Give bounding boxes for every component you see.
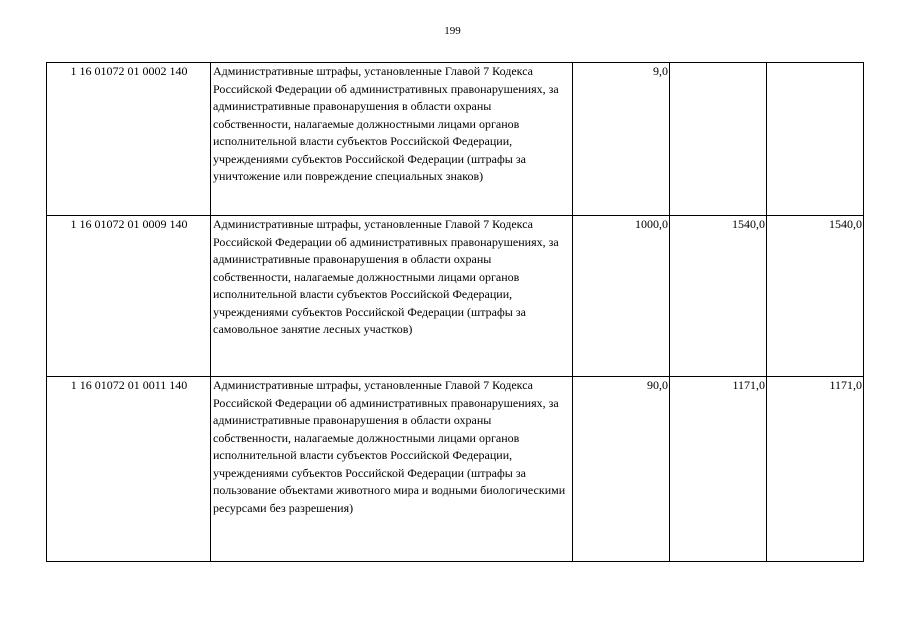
budget-code-cell: 1 16 01072 01 0009 140 (47, 216, 211, 377)
table-row (47, 63, 864, 216)
description-cell: Административные штрафы, установленные Главой 7 Кодекса Российской Федерации об административных правонарушениях, за административные правонарушения в области охраны собственности, налагаемые должностными лицами органов исполнительной власти субъектов Российской Федерации, учреждениями субъектов Российской Федерации (штрафы за самовольное занятие лесных участков) (211, 216, 573, 377)
value-3-cell: 1171,0 (767, 377, 864, 562)
value-2-cell: 1540,0 (670, 216, 767, 377)
budget-code-cell: 1 16 01072 01 0002 140 (47, 63, 211, 216)
value-1-cell: 90,0 (573, 377, 670, 562)
value-3-cell: 1540,0 (767, 216, 864, 377)
value-2-cell (670, 63, 767, 216)
value-2-cell: 1171,0 (670, 377, 767, 562)
budget-table (46, 62, 864, 562)
table-row (47, 377, 864, 562)
table-row (47, 216, 864, 377)
page-number: 199 (444, 25, 461, 37)
value-1-cell: 1000,0 (573, 216, 670, 377)
budget-code-cell: 1 16 01072 01 0011 140 (47, 377, 211, 562)
description-cell: Административные штрафы, установленные Главой 7 Кодекса Российской Федерации об административных правонарушениях, за административные правонарушения в области охраны собственности, налагаемые должностными лицами органов исполнительной власти субъектов Российской Федерации, учреждениями субъектов Российской Федерации (штрафы за пользование объектами животного мира и водными биологическими ресурсами без разрешения) (211, 377, 573, 562)
value-1-cell: 9,0 (573, 63, 670, 216)
description-cell: Административные штрафы, установленные Главой 7 Кодекса Российской Федерации об административных правонарушениях, за административные правонарушения в области охраны собственности, налагаемые должностными лицами органов исполнительной власти субъектов Российской Федерации, учреждениями субъектов Российской Федерации (штрафы за уничтожение или повреждение специальных знаков) (211, 63, 573, 216)
value-3-cell (767, 63, 864, 216)
